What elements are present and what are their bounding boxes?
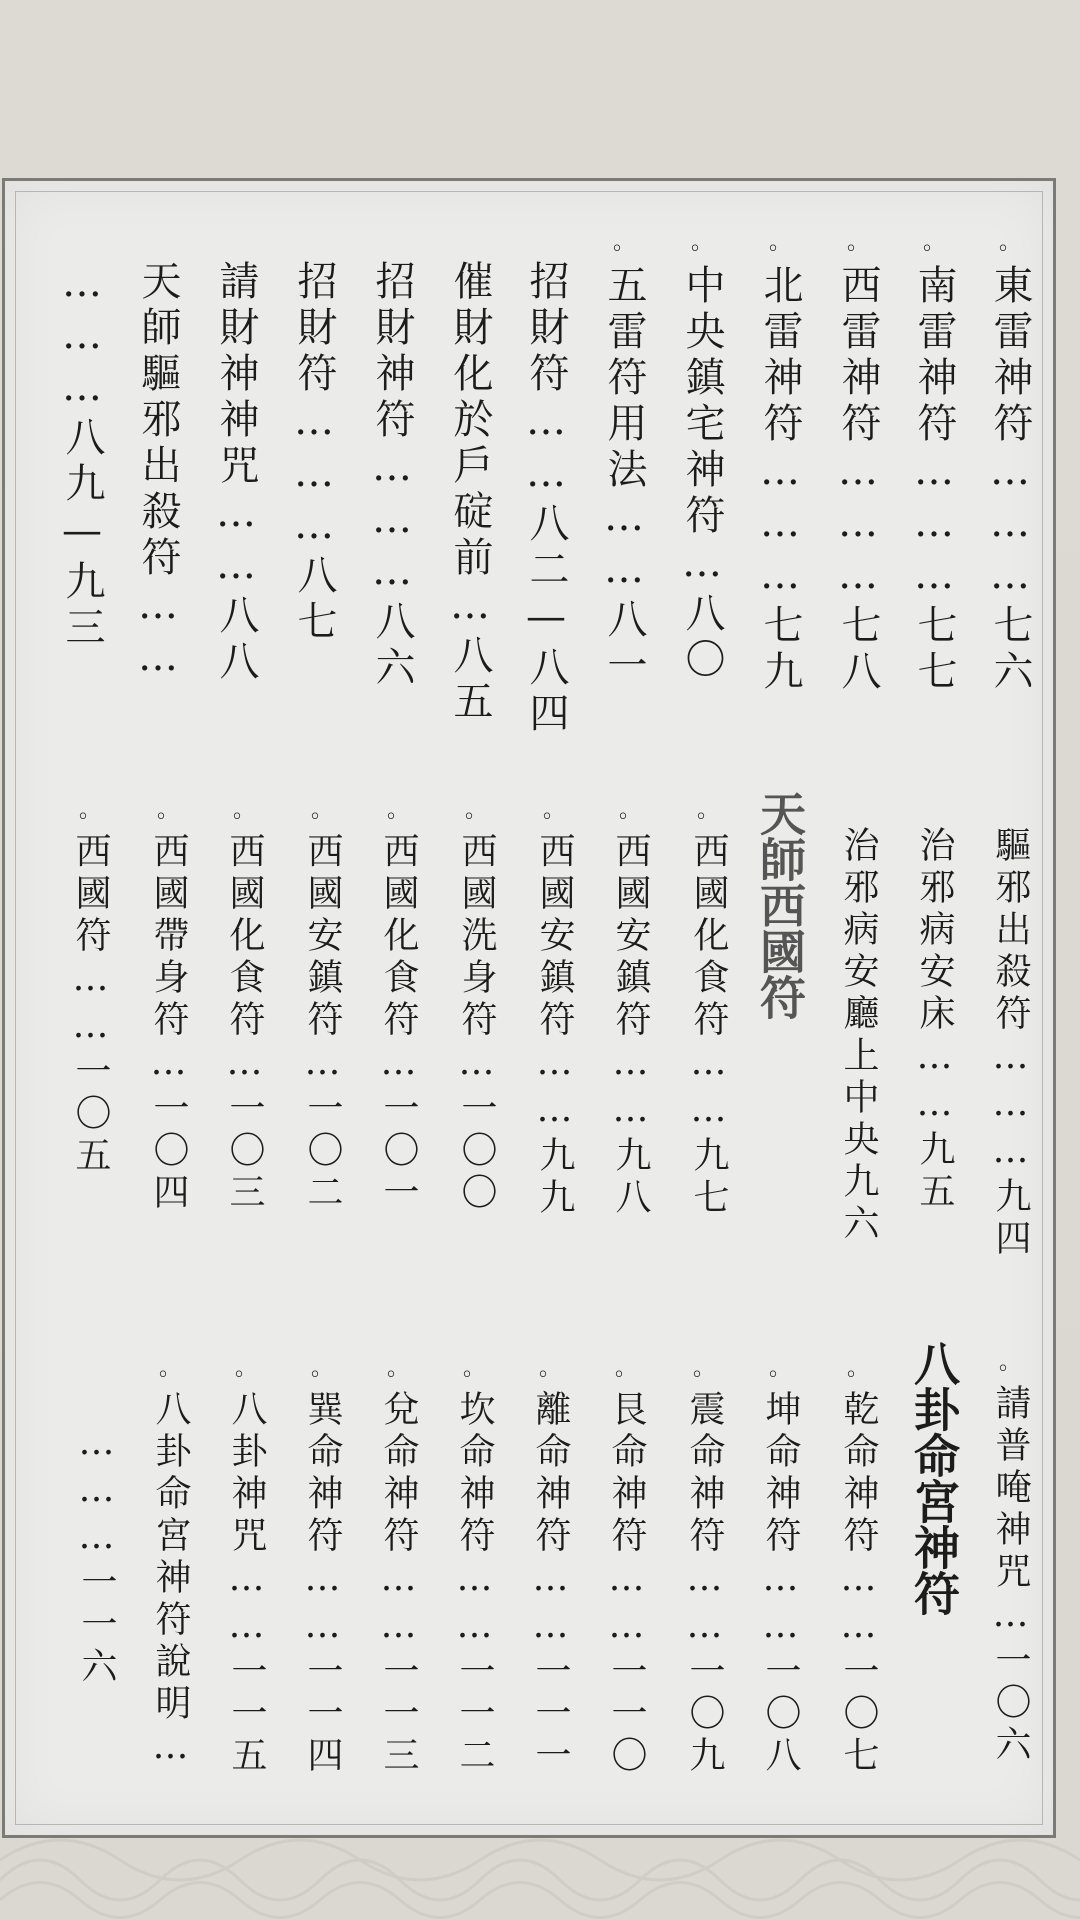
toc-entry: 。 坎命神符……一一二 — [454, 1356, 495, 1778]
toc-entry: 。 西國安鎮符……九九 — [534, 798, 575, 1220]
toc-entry: 。 西雷神符………七八 — [835, 230, 881, 696]
toc-entry: 治邪病安廳上中央九六 — [838, 826, 879, 1246]
toc-entry: 。 西國符……一〇五 — [70, 798, 111, 1178]
section-heading: 八卦命宮神符 — [907, 1340, 961, 1616]
section-heading: 天師西國符 — [753, 790, 807, 1020]
toc-entry: 驅邪出殺符………九四 — [990, 826, 1031, 1261]
toc-entry: 。 南雷神符………七七 — [911, 230, 957, 696]
toc-entry: 。 中央鎮宅神符…八〇 — [679, 230, 725, 684]
toc-entry: 天師驅邪出殺符…… — [135, 260, 181, 686]
toc-entry: 招財神符………八六 — [369, 260, 415, 692]
toc-entry: 治邪病安床……九五 — [914, 826, 955, 1214]
toc-entry: 。 五雷符用法……八一 — [601, 230, 647, 690]
toc-entry: 請財神神咒……八八 — [213, 260, 259, 686]
toc-entry: 。 八卦命宮神符說明… — [150, 1356, 191, 1773]
toc-entry: 。 坤命神符……一〇八 — [760, 1356, 801, 1778]
toc-entry: 。 艮命神符……一一〇 — [606, 1356, 647, 1778]
toc-entry: 催財化於戶碇前…八五 — [447, 260, 493, 726]
toc-entry: 。 西國帶身符…一〇四 — [148, 798, 189, 1215]
toc-entry: ………一一六 — [76, 1422, 117, 1689]
toc-entry: 。 西國洗身符…一〇〇 — [456, 798, 497, 1215]
toc-entry: 。 西國化食符…一〇一 — [378, 798, 419, 1215]
toc-entry: 。 西國安鎮符…一〇二 — [302, 798, 343, 1215]
toc-entry: 。 八卦神咒……一一五 — [226, 1356, 267, 1778]
toc-entry: 。 西國化食符…一〇三 — [224, 798, 265, 1215]
toc-entry: 招財符……八二—八四 — [523, 260, 569, 738]
toc-entry: 招財符………八七 — [291, 260, 337, 646]
toc-entry: 。 西國化食符……九七 — [688, 798, 729, 1220]
toc-entry: 。 巽命神符……一一四 — [302, 1356, 343, 1778]
toc-entry: 。 乾命神符……一〇七 — [838, 1356, 879, 1778]
toc-entry: ………八九—九三 — [59, 260, 105, 652]
wave-pattern-decoration — [0, 1810, 1080, 1920]
toc-entry: 。 離命神符……一一一 — [530, 1356, 571, 1778]
toc-entry: 。 西國安鎮符……九八 — [610, 798, 651, 1220]
toc-entry: 。 請普唵神咒…一〇六 — [990, 1350, 1031, 1767]
toc-entry: 。 東雷神符………七六 — [987, 230, 1033, 696]
toc-entry: 。 兌命神符……一一三 — [378, 1356, 419, 1778]
toc-entry: 。 北雷神符………七九 — [757, 230, 803, 696]
toc-entry: 。 震命神符……一〇九 — [684, 1356, 725, 1778]
